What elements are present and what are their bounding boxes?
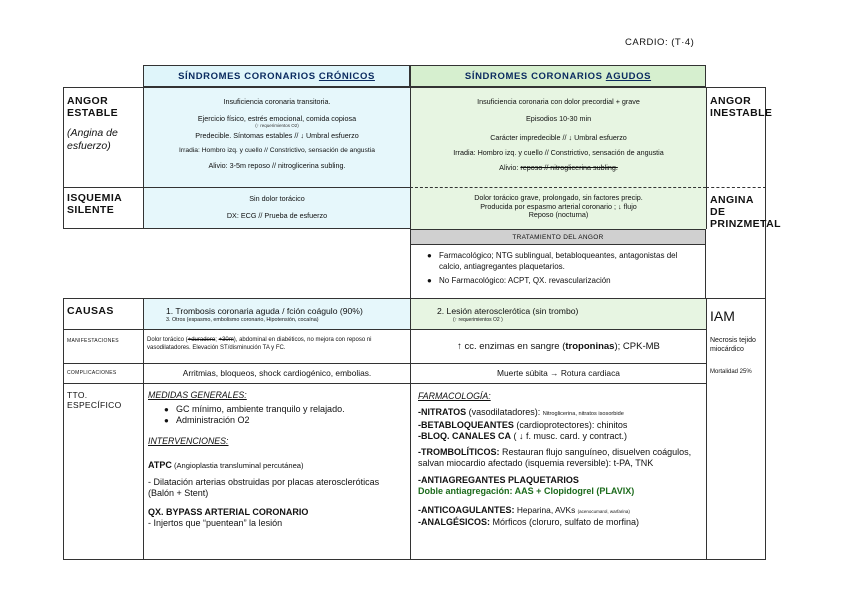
iam-def-1: Necrosis tejido — [710, 337, 756, 344]
manif-left — [143, 330, 410, 364]
tto-antico-bold: -ANTICOAGULANTES: — [418, 504, 515, 515]
tto-left — [143, 384, 410, 560]
tto-nitratos — [418, 407, 702, 420]
causas-right — [410, 298, 706, 330]
iam-cell — [706, 298, 766, 560]
manif-right-bold: troponinas — [565, 341, 615, 352]
tto-atpc-rest: (Angioplastia transluminal percutánea) — [171, 460, 304, 470]
angor-estable-l3: Predecible. Síntomas estables // ↓ Umbral esfuerzo — [195, 131, 359, 140]
header-agudos-prefix: SÍNDROMES CORONARIOS — [464, 70, 606, 82]
angor-estable-content — [143, 87, 410, 187]
iam-def-2: miocárdico — [710, 346, 744, 353]
manif-left-pre: Dolor torácico ( — [147, 337, 188, 343]
angor-inestable-label-2: INESTABLE — [710, 107, 773, 119]
tto-antiag-title: -ANTIAGREGANTES PLAQUETARIOS — [418, 474, 579, 485]
tratamiento-b2: No Farmacológico: ACPT, QX. revascularización — [439, 276, 611, 286]
tto-bloq-bold: -BLOQ. CANALES CA — [418, 430, 511, 441]
prinzmetal-label-cell — [706, 187, 781, 230]
causas-left — [143, 298, 410, 330]
causas-label: CAUSAS — [67, 305, 114, 317]
angor-estable-l4: Irradia: Hombro izq. y cuello // Constrictivo, sensación de angustia — [179, 147, 375, 154]
tto-atpc — [148, 460, 406, 471]
header-cronicos-word: CRÓNICOS — [318, 70, 375, 82]
bullet-dot-icon: ● — [164, 405, 169, 414]
angor-estable-sub-2: esfuerzo) — [67, 139, 111, 152]
angor-inestable-l5 — [411, 163, 706, 172]
isquemia-l1: Sin dolor torácico — [249, 194, 305, 203]
angor-estable-l1: Insuficiencia coronaria transitoria. — [223, 97, 331, 106]
prinzmetal-label-2: PRINZMETAL — [710, 218, 781, 230]
angor-inestable-content — [410, 87, 706, 187]
tto-m2: Administración O2 — [176, 415, 250, 425]
tratamiento-bullet-2 — [427, 276, 697, 287]
tto-beta-rest: (cardioprotectores): chinitos — [513, 419, 628, 430]
tto-trombo — [418, 447, 702, 469]
compl-label: COMPLICACIONES — [67, 370, 117, 376]
tto-label-cell — [63, 384, 143, 560]
tto-interv-title: INTERVENCIONES: — [148, 436, 229, 446]
manif-label-cell — [63, 330, 143, 364]
isquemia-label-cell — [63, 187, 143, 229]
tto-nitratos-rest: (vasodilatadores): — [466, 406, 543, 417]
compl-left: Arritmias, bloqueos, shock cardiogénico, embolias. — [143, 364, 410, 384]
compl-right: Muerte súbita → Rotura cardiaca — [410, 364, 706, 384]
manif-left-strike-2: +30m — [218, 337, 234, 343]
tratamiento-title: TRATAMIENTO DEL ANGOR — [410, 229, 706, 245]
angor-inestable-l2: Episodios 10-30 min — [525, 114, 592, 123]
tto-bypass-title: QX. BYPASS ARTERIAL CORONARIO — [148, 506, 309, 517]
manif-right-post: ); CPK-MB — [614, 341, 660, 352]
angor-estable-sub-1: (Angina de — [67, 127, 118, 139]
manif-left-mid: ; — [215, 337, 219, 343]
prinzmetal-content — [410, 187, 706, 229]
bullet-dot-icon: ● — [427, 276, 432, 286]
causas-c2-note: (↑ requerimientos O2 ) — [453, 316, 503, 323]
tratamiento-right-border — [706, 229, 766, 298]
header-agudos — [410, 65, 706, 87]
causas-c3: 3. Otros (espasmo, embolismo coronario, Hipotensión, cocaína) — [166, 316, 319, 323]
causas-c1: 1. Trombosis coronaria aguda / fción coágulo (90%) — [166, 306, 363, 316]
angor-inestable-l5-prefix: Alivio: — [499, 163, 521, 172]
causas-label-cell — [63, 298, 143, 330]
manif-right — [410, 330, 706, 364]
tto-analg — [418, 517, 702, 528]
prinzmetal-l2: Producida por espasmo arterial coronario ; ↓ flujo — [480, 201, 637, 211]
tto-analg-rest: Mórficos (cloruro, sulfato de morfina) — [490, 516, 640, 527]
tto-label-2: ESPECÍFICO — [67, 400, 122, 410]
angor-estable-label-2: ESTABLE — [67, 107, 119, 119]
tto-beta-bold: -BETABLOQUEANTES — [418, 419, 514, 430]
tto-antico-small: (acenocumarol, warfarina) — [577, 508, 630, 514]
angor-inestable-l5-strike: reposo // nitroglicerina subling. — [520, 163, 618, 172]
iam-mortalidad: Mortalidad 25% — [710, 369, 752, 375]
isquemia-l2: DX: ECG // Prueba de esfuerzo — [226, 211, 328, 220]
tto-antiag-doble: Doble antiagregación: AAS + Clopidogrel (PLAVIX) — [418, 485, 635, 496]
tto-trombo-rest: Restauran flujo sanguíneo, disuelven coágulos, salvan miocardio afectado (isquemia reversible): t-PA, TNK — [418, 446, 692, 468]
compl-label-cell — [63, 364, 143, 384]
header-cronicos-prefix: SÍNDROMES CORONARIOS — [178, 70, 319, 82]
tto-m1: GC mínimo, ambiente tranquilo y relajado. — [176, 404, 345, 414]
isquemia-label-1: ISQUEMIA — [67, 192, 123, 204]
tto-analg-bold: -ANALGÉSICOS: — [418, 516, 490, 527]
tto-atpc-bold: ATPC — [148, 459, 172, 470]
tto-atpc-desc: - Dilatación arterias obstruidas por placas ateroscleróticas (Balón + Stent) — [148, 476, 380, 498]
tto-farm-title: FARMACOLOGÍA: — [418, 391, 491, 401]
tto-trombo-bold: -TROMBOLÍTICOS: — [418, 446, 500, 457]
header-agudos-word: AGUDOS — [605, 70, 652, 82]
iam-title: IAM — [710, 308, 735, 324]
bullet-dot-icon: ● — [164, 416, 169, 425]
page-number: CARDIO: (T·4) — [625, 37, 695, 48]
manif-left-strike-1: +duradero — [187, 337, 216, 343]
angor-estable-l2-note: (↑ requerimientos O2) — [255, 123, 299, 128]
angor-inestable-l1: Insuficiencia coronaria con dolor precordial + grave — [477, 97, 640, 106]
tto-antico — [418, 505, 702, 517]
tto-antico-rest: Heparina, AVKs — [514, 504, 578, 515]
tto-nitratos-bold: -NITRATOS — [418, 406, 467, 417]
prinzmetal-l1: Dolor torácico grave, prolongado, sin factores precip. — [474, 193, 643, 202]
angor-inestable-label-1: ANGOR — [710, 95, 752, 107]
tto-label-1: TTO. — [67, 390, 88, 400]
prinzmetal-l3: Reposo (nocturna) — [528, 210, 589, 219]
bullet-dot-icon: ● — [427, 251, 432, 260]
tto-medidas-bullet-2 — [148, 415, 406, 426]
tto-beta — [418, 420, 702, 431]
angor-inestable-l3: Carácter impredecible // ↓ Umbral esfuerzo — [490, 133, 627, 142]
tto-bloq-rest: ( ↓ f. musc. card. y contract.) — [511, 430, 628, 441]
isquemia-label-2: SILENTE — [67, 204, 115, 216]
angor-inestable-label-cell — [706, 87, 773, 187]
tratamiento-b1: Farmacológico; NTG sublingual, betabloqueantes, antagonistas del calcio, antiagregantes plaquetarios. — [439, 251, 678, 271]
angor-inestable-l4: Irradia: Hombro izq. y cuello // Constrictivo, sensación de angustia — [453, 148, 664, 157]
tto-medidas-title: MEDIDAS GENERALES: — [148, 390, 247, 400]
tto-bloq — [418, 431, 702, 442]
header-cronicos — [143, 65, 410, 87]
tto-nitratos-small: Nitroglicerina, nitratos isosorbide — [542, 410, 624, 417]
tratamiento-bullet-1 — [427, 251, 697, 272]
angor-estable-l2: Ejercicio físico, estrés emocional, comida copiosa — [197, 114, 357, 123]
manif-label: MANIFESTACIONES — [67, 338, 119, 344]
tto-bypass-desc: - Injertos que “puentean” la lesión — [148, 517, 283, 528]
prinzmetal-label-1: ANGINA DE — [710, 194, 754, 218]
tto-right — [410, 384, 706, 560]
isquemia-content — [143, 187, 410, 229]
tratamiento-body — [410, 245, 706, 298]
tto-medidas-bullet-1 — [148, 404, 406, 415]
manif-right-pre: ↑ cc. enzimas en sangre ( — [457, 341, 566, 352]
angor-estable-label-cell — [63, 87, 143, 187]
angor-estable-label-1: ANGOR — [67, 95, 109, 107]
manif-left-post: ), abdominal en diabéticos, no mejora con reposo ni vasodilatadores. Elevación ST/disminución TA y FC. — [147, 337, 372, 351]
causas-c2: 2. Lesión aterosclerótica (sin trombo) — [437, 306, 579, 316]
angor-estable-l5: Alivio: 3-5m reposo // nitroglicerina subling. — [208, 161, 346, 170]
